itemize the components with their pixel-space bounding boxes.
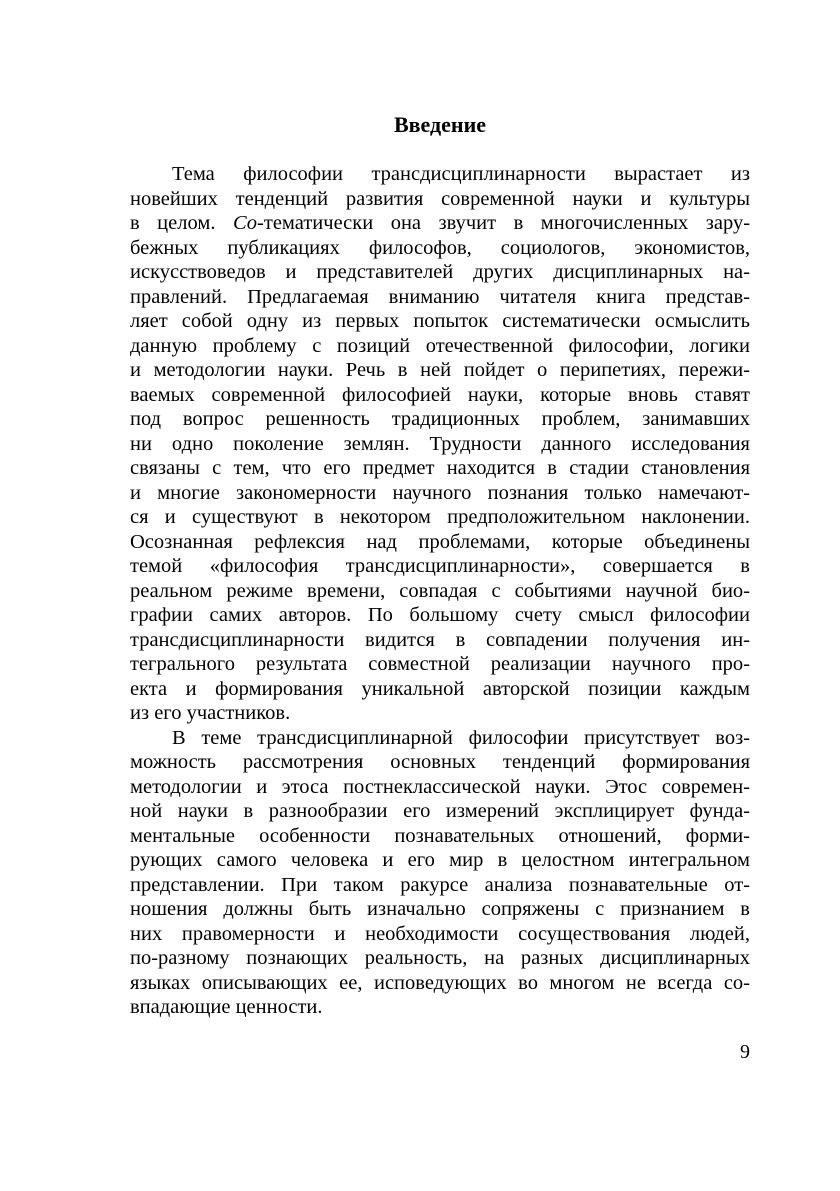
text-line: данную проблему с позиций отечественной философии, логики — [130, 334, 750, 357]
text-line: ментальные особенности познавательных отношений, форми- — [130, 824, 750, 847]
text-line: тегрального результата совместной реализации научного про- — [130, 653, 750, 675]
text-line: и методологии науки. Речь в ней пойдет о перипетиях, пережи- — [130, 359, 750, 381]
text-line: под вопрос решенность традиционных проблем, занимавших — [130, 408, 750, 430]
text-line: по-разному познающих реальность, на разных дисциплинарных — [130, 947, 750, 969]
italic-prefix: Со — [232, 212, 258, 234]
text-line: екта и формирования уникальной авторской позиции каждым — [130, 677, 750, 700]
text-line: языках описывающих ее, исповедующих во многом не всегда со- — [130, 971, 750, 994]
text-line: искусствоведов и представителей других дисциплинарных на- — [130, 261, 750, 283]
text-line: бежных публикациях философов, социологов, экономистов, — [130, 236, 750, 259]
text-line: связаны с тем, что его предмет находится в стадии становления — [130, 457, 750, 479]
text-line: новейших тенденций развития современной науки и культуры — [130, 187, 750, 210]
page-number: 9 — [740, 1041, 750, 1063]
text-line: ляет собой одну из первых попыток систематически осмыслить — [130, 310, 750, 332]
text-line: ся и существуют в некотором предположительном наклонении. — [130, 506, 750, 528]
body-text — [130, 162, 750, 1020]
page-title: Введение — [393, 112, 487, 137]
text-line: впадающие ценности. — [130, 996, 323, 1018]
text-line: рующих самого человека и его мир в целостном интегральном — [130, 849, 750, 871]
text-line: Тема философии трансдисциплинарности вырастает из — [172, 163, 750, 185]
paragraph-1 — [130, 162, 750, 726]
text-line: графии самих авторов. По большому счету смысл философии — [130, 604, 750, 626]
document-page — [130, 0, 750, 1191]
text-line: ной науки в разнообразии его измерений эксплицирует фунда- — [130, 800, 750, 822]
text-line: ни одно поколение землян. Трудности данного исследования — [130, 432, 750, 455]
paragraph-2 — [130, 726, 750, 1020]
text-segment: -тематически она звучит в многочисленных зару- — [257, 212, 751, 234]
text-line: ношения должны быть изначально сопряжены с признанием в — [130, 898, 750, 920]
text-line-mixed — [130, 211, 750, 236]
text-line: них правомерности и необходимости сосуществования людей, — [130, 922, 750, 945]
text-line: трансдисциплинарности видится в совпадении получения ин- — [130, 628, 750, 651]
text-line: реальном режиме времени, совпадая с событиями научной био- — [130, 579, 750, 602]
text-line: темой «философия трансдисциплинарности», совершается в — [130, 555, 750, 577]
text-line: Осознанная рефлексия над проблемами, которые объединены — [130, 530, 750, 553]
text-line: из его участников. — [130, 702, 291, 724]
text-line: можность рассмотрения основных тенденций формирования — [130, 751, 750, 773]
text-segment: в целом. — [130, 212, 216, 234]
text-line: представлении. При таком ракурсе анализа познавательные от- — [130, 873, 750, 896]
text-line: правлений. Предлагаемая вниманию читателя книга представ- — [130, 285, 750, 308]
text-line: ваемых современной философией науки, которые вновь ставят — [130, 383, 750, 406]
text-line: В теме трансдисциплинарной философии присутствует воз- — [172, 726, 750, 749]
text-line: методологии и этоса постнеклассической науки. Этос современ- — [130, 775, 750, 798]
text-line: и многие закономерности научного познания только намечают- — [130, 481, 750, 504]
